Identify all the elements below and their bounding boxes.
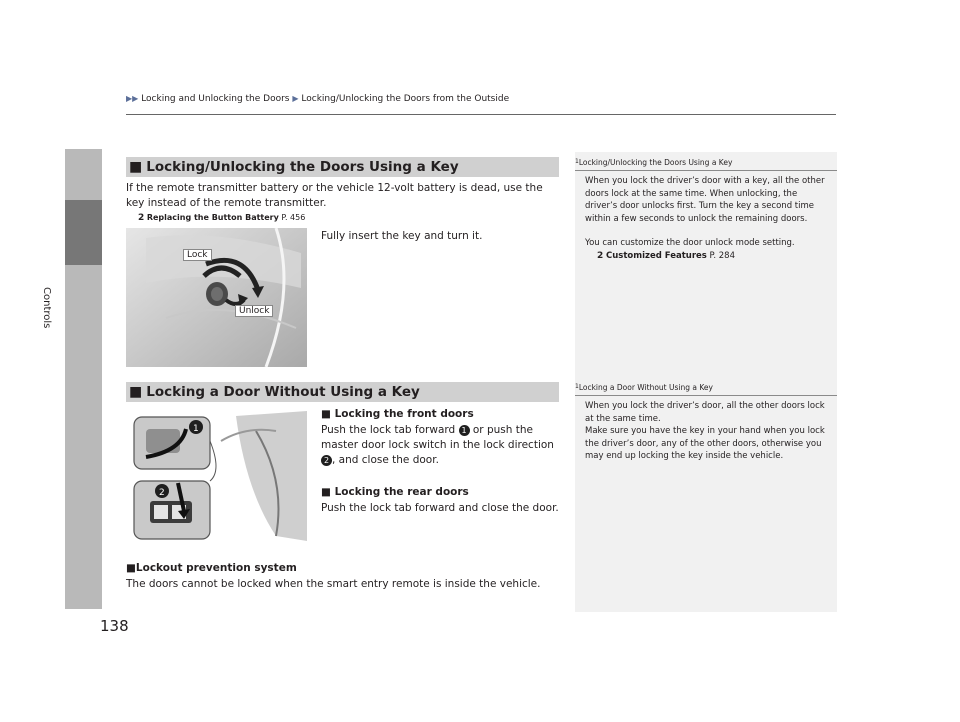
svg-text:1: 1	[193, 424, 199, 434]
reference-arrow-icon: 2	[597, 250, 604, 261]
section-heading	[126, 382, 559, 402]
sidebar-active-block	[65, 200, 102, 265]
instruction-text: , and close the door.	[332, 454, 439, 466]
page-number: 138	[100, 617, 129, 635]
note-paragraph: You can customize the door unlock mode setting.	[585, 238, 795, 248]
section-heading	[126, 157, 559, 177]
note-body	[585, 175, 830, 262]
cross-reference[interactable]	[585, 250, 830, 263]
subheading-text: Locking the rear doors	[334, 486, 469, 498]
subheading-lockout	[126, 561, 297, 576]
square-bullet-icon: ■	[129, 159, 143, 175]
subheading-text: Locking the front doors	[334, 408, 474, 420]
key-lock-illustration	[126, 228, 307, 367]
note-paragraph: Make sure you have the key in your hand when you lock the driver’s door, any of the other doors, otherwise you may end up locking the key inside the vehicle.	[585, 426, 825, 461]
breadcrumb-item[interactable]: Locking and Unlocking the Doors	[141, 94, 290, 104]
note-divider	[575, 395, 837, 396]
instruction-text: Push the lock tab forward	[321, 424, 456, 436]
sidebar-chapter-label: Controls	[41, 287, 52, 329]
rear-doors-instructions: Push the lock tab forward and close the door.	[321, 502, 559, 514]
section-title: Locking/Unlocking the Doors Using a Key	[146, 159, 459, 175]
section-intro: If the remote transmitter battery or the vehicle 12-volt battery is dead, use the key instead of the remote transmitter.	[126, 182, 543, 209]
unlock-label: Unlock	[235, 305, 273, 317]
reference-page: P. 284	[709, 250, 735, 261]
note-marker-icon: 1	[575, 158, 579, 165]
door-lock-illustration	[126, 411, 307, 544]
note-paragraph: When you lock the driver’s door with a key, all the other doors lock at the same time. When unlocking, the driver’s door unlocks first. Turn the key a second time within a few seconds to unlock the remaining doors.	[585, 176, 825, 224]
square-bullet-icon: ■	[126, 562, 136, 574]
square-bullet-icon: ■	[321, 408, 331, 420]
lock-label: Lock	[183, 249, 212, 261]
section-title: Locking a Door Without Using a Key	[146, 384, 420, 400]
square-bullet-icon: ■	[321, 486, 331, 498]
note-title	[575, 383, 713, 392]
note-divider	[575, 170, 837, 171]
note-title-text: Locking/Unlocking the Doors Using a Key	[578, 158, 733, 167]
breadcrumb-arrow-icon: ▶▶	[126, 94, 139, 103]
reference-label: Replacing the Button Battery	[146, 213, 279, 222]
note-paragraph: When you lock the driver’s door, all the other doors lock at the same time.	[585, 401, 825, 424]
step-marker-icon: 2	[321, 455, 332, 466]
note-title	[575, 158, 732, 167]
reference-arrow-icon: 2	[138, 213, 145, 223]
step-marker-icon: 1	[459, 425, 470, 436]
cross-reference[interactable]	[138, 213, 305, 223]
note-marker-icon: 1	[575, 383, 579, 390]
reference-page: P. 456	[281, 213, 306, 222]
breadcrumb-arrow-icon: ▶	[292, 94, 299, 103]
note-body	[585, 400, 830, 463]
key-instruction: Fully insert the key and turn it.	[321, 230, 483, 242]
header-rule	[126, 114, 836, 115]
reference-label: Customized Features	[605, 250, 707, 261]
square-bullet-icon: ■	[129, 384, 143, 400]
subheading-rear-doors	[321, 485, 469, 500]
note-title-text: Locking a Door Without Using a Key	[578, 383, 713, 392]
instruction-text: or push the master door lock switch in the lock direction	[321, 424, 554, 451]
svg-text:2: 2	[159, 488, 165, 498]
front-doors-instructions	[321, 423, 556, 468]
lockout-text: The doors cannot be locked when the smart entry remote is inside the vehicle.	[126, 578, 541, 590]
breadcrumb	[126, 94, 509, 104]
subheading-text: Lockout prevention system	[135, 562, 297, 574]
subheading-front-doors	[321, 407, 474, 422]
breadcrumb-item[interactable]: Locking/Unlocking the Doors from the Outside	[301, 94, 510, 104]
